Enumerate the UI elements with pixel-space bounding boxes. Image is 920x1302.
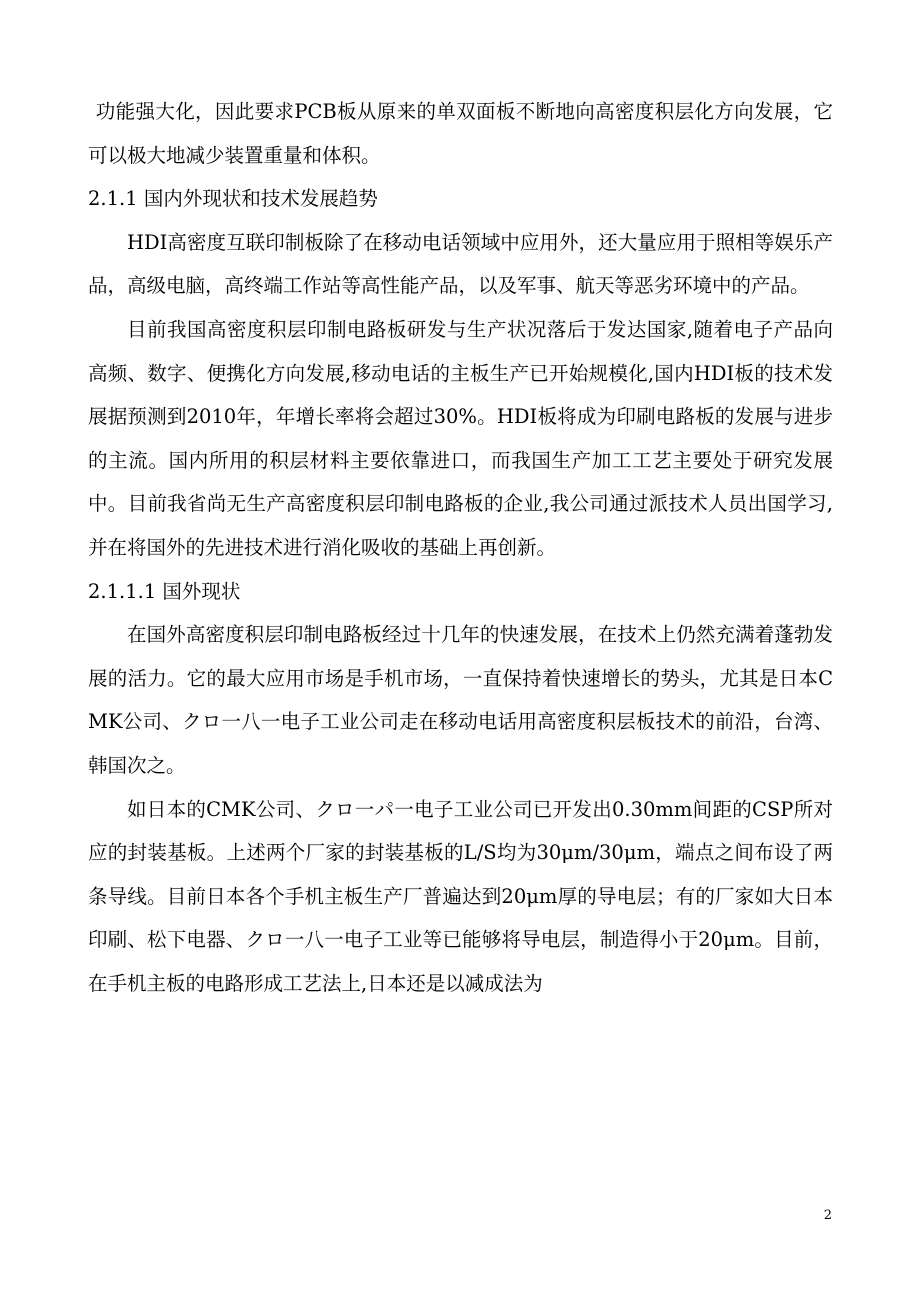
paragraph-hdi-applications: HDI高密度互联印制板除了在移动电话领域中应用外，还大量应用于照相等娱乐产品，高级电脑，高终端工作站等高性能产品，以及军事、航天等恶劣环境中的产品。: [88, 230, 833, 298]
paragraph-japan-examples: 如日本的CMK公司、クロ一パ一电子工业公司已开发出0.30mm间距的CSP所对应的封装基板。上述两个厂家的封装基板的L/S均为30μm/30μm，端点之间布设了两条导线。目前日本各个手机主板生产厂普遍达到20μm厚的导电层；有的厂家如大日本印刷、松下电器、クロ一八一电子工业等已能够将导电层，制造得小于20μm。目前，在手机主板的电路形成工艺法上,日本还是以减成法为: [88, 797, 833, 995]
section-heading-2-1-1-1: 2.1.1.1 国外现状: [88, 579, 241, 603]
paragraph-continuation: 功能强大化，因此要求PCB板从原来的单双面板不断地向高密度积层化方向发展，它可以极大地减少装置重量和体积。: [88, 100, 833, 167]
page-number: 2: [823, 1208, 832, 1223]
document-body: [88, 90, 833, 1005]
paragraph-domestic-status: 目前我国高密度积层印制电路板研发与生产状况落后于发达国家,随着电子产品向高频、数字、便携化方向发展,移动电话的主板生产已开始规模化,国内HDI板的技术发展据预测到2010年，年增长率将会超过30%。HDI板将成为印刷电路板的发展与进步的主流。国内所用的积层材料主要依靠进口，而我国生产加工工艺主要处于研究发展中。目前我省尚无生产高密度积层印制电路板的企业,我公司通过派技术人员出国学习,并在将国外的先进技术进行消化吸收的基础上再创新。: [88, 317, 833, 559]
section-heading-2-1-1: 2.1.1 国内外现状和技术发展趋势: [88, 187, 378, 211]
paragraph-foreign-status: 在国外高密度积层印制电路板经过十几年的快速发展，在技术上仍然充满着蓬勃发展的活力。它的最大应用市场是手机市场，一直保持着快速增长的势头，尤其是日本CMK公司、クロ一八一电子工业公司走在移动电话用高密度积层板技术的前沿，台湾、韩国次之。: [88, 623, 833, 777]
